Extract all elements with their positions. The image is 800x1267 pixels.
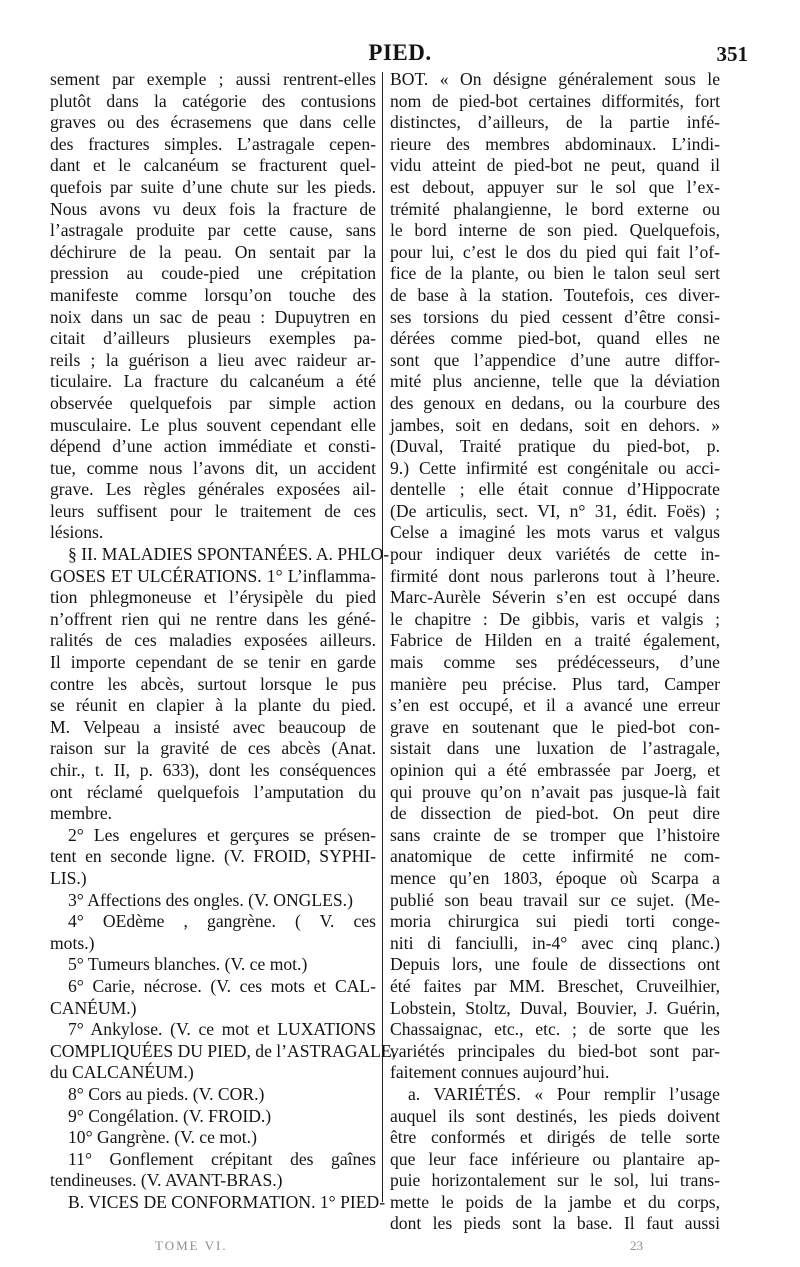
- text-line: de dissection de pied-bot. On peut dire: [390, 803, 720, 824]
- text-line: publié son beau travail sur ce sujet. (Me-: [390, 889, 720, 910]
- text-line: sistait dans une luxation de l’astragale,: [390, 738, 720, 759]
- text-line: être conformés et dirigés de telle sorte: [390, 1127, 720, 1148]
- text-line: ses torsions du pied cessent d’être consi-: [390, 306, 720, 327]
- text-line: faitement connues aujourd’hui.: [390, 1062, 610, 1083]
- text-line: l’astragale produite par cette cause, sans: [50, 220, 376, 241]
- text-line: trémité phalangienne, le bord externe ou: [390, 198, 720, 219]
- text-line: mette le poids de la jambe et du corps,: [390, 1191, 720, 1212]
- running-title: PIED.: [368, 40, 432, 65]
- text-line: reils ; la guérison a lieu avec raideur ar-: [50, 349, 376, 370]
- text-line: s’en est occupé, et il a avancé une erreur: [390, 695, 720, 716]
- running-head: [0, 40, 800, 68]
- text-line: observée quelquefois par simple action: [50, 392, 376, 413]
- list-item-line: 7° Ankylose. (V. ce mot et LUXATIONS: [68, 1019, 376, 1040]
- text-line: (De articulis, sect. VI, n° 31, édit. Foës) ;: [390, 500, 720, 521]
- text-line: déchirure de la peau. On sentait par la: [50, 241, 376, 262]
- text-line: moria chirurgica sui piedi torti conge-: [390, 911, 720, 932]
- text-line: graves ou des écrasemens que dans celle: [50, 112, 376, 133]
- text-line: dont les pieds sont la base. Il faut aussi: [390, 1213, 720, 1234]
- list-item-line: 8° Cors au pieds. (V. COR.): [68, 1083, 265, 1104]
- text-line: variétés principales du bied-bot sont par-: [390, 1040, 720, 1061]
- list-item-line: 5° Tumeurs blanches. (V. ce mot.): [68, 954, 308, 975]
- text-line: du CALCANÉUM.): [50, 1062, 194, 1083]
- text-line: leurs suffisent pour le traitement de ces: [50, 500, 376, 521]
- section-heading-line: a. VARIÉTÉS. « Pour remplir l’usage: [408, 1083, 720, 1104]
- text-line: vidu atteint de pied-bot ne peut, quand il: [390, 155, 720, 176]
- text-line: quefois par suite d’une chute sur les pieds.: [50, 176, 376, 197]
- text-line: ticulaire. La fracture du calcanéum a été: [50, 371, 376, 392]
- text-line: est debout, appuyer sur le sol que l’ex-: [390, 176, 720, 197]
- text-line: M. Velpeau a insisté avec beaucoup de: [50, 716, 376, 737]
- text-line: des genoux en dedans, ou la courbure des: [390, 392, 720, 413]
- text-line: été faites par MM. Breschet, Cruveilhier,: [390, 975, 720, 996]
- text-line: CANÉUM.): [50, 997, 137, 1018]
- signature-mark: 23: [630, 1238, 643, 1253]
- text-line: opinion qui a été embrassée par Joerg, et: [390, 760, 720, 780]
- text-line: pour lui, c’est le dos du pied qui fait l’of-: [390, 241, 720, 262]
- text-line: mence qu’en 1803, époque où Scarpa a: [390, 867, 720, 888]
- text-line: mais comme ses prédécesseurs, d’une: [390, 652, 720, 673]
- text-line: le bord interne de son pied. Quelquefois,: [390, 220, 720, 241]
- text-line: se réunit en clapier à la plante du pied.: [50, 695, 376, 716]
- list-item-line: 3° Affections des ongles. (V. ONGLES.): [68, 889, 353, 910]
- text-line: dérées comme pied-bot, quand elles ne: [390, 328, 720, 349]
- list-item-line: 4° OEdème , gangrène. ( V. ces: [68, 911, 376, 932]
- text-line: musculaire. Le plus souvent cependant elle: [50, 414, 376, 435]
- volume-label: TOME VI.: [155, 1238, 228, 1253]
- text-line: 9.) Cette infirmité est congénitale ou acci-: [390, 457, 720, 478]
- text-line: Marc-Aurèle Séverin s’en est occupé dans: [390, 587, 720, 608]
- text-line: pression au coude-pied une crépitation: [50, 263, 376, 284]
- text-line: anatomique de cette infirmité ne com-: [390, 846, 720, 867]
- list-item-line: 11° Gonflement crépitant des gaînes: [68, 1148, 376, 1169]
- text-line: dépend d’une action immédiate et consti-: [50, 436, 376, 457]
- text-line: tent en seconde ligne. (V. FROID, SYPHI-: [50, 846, 376, 867]
- text-line: le chapitre : De gibbis, varis et valgis ;: [390, 608, 720, 629]
- text-line: sement par exemple ; aussi rentrent-elles: [50, 69, 376, 89]
- text-line: grave en soutenant que le pied-bot con-: [390, 716, 720, 737]
- text-line: sans crainte de se tromper que l’histoire: [390, 824, 720, 845]
- text-line: (Duval, Traité pratique du pied-bot, p.: [390, 436, 720, 457]
- text-line: Nous avons vu deux fois la fracture de: [50, 198, 376, 219]
- text-line: citait d’ailleurs plusieurs exemples pa-: [50, 328, 376, 349]
- text-line: Il importe cependant de se tenir en garde: [50, 652, 376, 673]
- text-line: contre les abcès, surtout lorsque le pus: [50, 673, 376, 694]
- text-line: n’offrent rien qui ne rentre dans les géné-: [50, 608, 376, 629]
- text-line: grave. Les règles générales exposées ail-: [50, 479, 376, 500]
- text-line: manifeste comme lorsqu’on touche des: [50, 284, 376, 305]
- text-line: jambes, soit en dedans, soit en dehors. »: [390, 414, 720, 435]
- text-line: niti di fanciulli, in-4° avec cinq planc.): [390, 932, 720, 953]
- text-line: mité plus ancienne, telle que la déviation: [390, 371, 720, 392]
- text-line: BOT. « On désigne généralement sous le: [390, 69, 720, 89]
- column-divider: [382, 72, 383, 1202]
- right-column: [390, 69, 720, 1235]
- text-line: Lobstein, Stoltz, Duval, Bouvier, J. Guérin,: [390, 997, 720, 1018]
- text-line: de base à la station. Toutefois, ces diver-: [390, 284, 720, 305]
- text-line: sont que l’appendice d’une autre diffor-: [390, 349, 720, 370]
- text-line: pour indiquer deux variétés de cette in-: [390, 544, 720, 565]
- text-line: Celse a imaginé les mots varus et valgus: [390, 522, 720, 543]
- text-line: distinctes, d’ailleurs, de la partie infé-: [390, 112, 720, 133]
- text-line: dant et le calcanéum se fracturent quel-: [50, 155, 376, 176]
- list-item-line: 9° Congélation. (V. FROID.): [68, 1105, 272, 1126]
- text-line: membre.: [50, 803, 113, 824]
- text-line: Chassaignac, etc., etc. ; de sorte que les: [390, 1019, 720, 1040]
- text-line: des fractures simples. L’astragale cepen-: [50, 133, 376, 154]
- text-line: qui prouve qu’on n’avait pas jusque-là fait: [390, 781, 720, 802]
- text-line: tendineuses. (V. AVANT-BRAS.): [50, 1170, 283, 1191]
- text-line: nom de pied-bot certaines difformités, fort: [390, 90, 720, 111]
- text-line: tion phlegmoneuse et l’érysipèle du pied: [50, 587, 376, 608]
- list-item-line: 10° Gangrène. (V. ce mot.): [68, 1127, 257, 1148]
- text-line: tue, comme nous l’avons dit, un accident: [50, 457, 376, 478]
- list-item-line: 2° Les engelures et gerçures se présen-: [68, 824, 376, 845]
- section-heading-line: B. VICES DE CONFORMATION. 1° PIED-: [68, 1191, 386, 1212]
- text-line: chir., t. II, p. 633), dont les conséquences: [50, 760, 376, 780]
- text-line: plutôt dans la catégorie des contusions: [50, 90, 376, 111]
- text-line: noix dans un sac de peau : Dupuytren en: [50, 306, 376, 327]
- text-line: LIS.): [50, 867, 87, 888]
- left-column: [50, 69, 396, 1213]
- text-line: puie horizontalement sur le sol, lui trans-: [390, 1170, 720, 1191]
- text-line: auquel ils sont destinés, les pieds doivent: [390, 1105, 720, 1126]
- text-line: Fabrice de Hilden en a traité également,: [390, 630, 720, 651]
- text-line: ont réclamé quelquefois l’amputation du: [50, 781, 376, 802]
- text-line: mots.): [50, 932, 95, 953]
- text-line: lésions.: [50, 522, 104, 543]
- text-line: GOSES ET ULCÉRATIONS. 1° L’inflamma-: [50, 565, 376, 586]
- page-number: 351: [716, 42, 748, 66]
- text-line: ralités de ces maladies exposées ailleurs.: [50, 630, 376, 651]
- text-line: dentelle ; elle était connue d’Hippocrate: [390, 479, 720, 500]
- text-line: Depuis lors, une foule de dissections ont: [390, 954, 720, 975]
- text-line: manière peu précise. Plus tard, Camper: [390, 673, 720, 694]
- text-line: raison sur la gravité de ces abcès (Anat.: [50, 738, 376, 759]
- text-line: fice de la plante, ou bien le talon seul sert: [390, 263, 720, 284]
- text-line: firmité dont nous parlerons tout à l’heure.: [390, 565, 720, 586]
- page-footer: [0, 1238, 800, 1260]
- text-line: COMPLIQUÉES DU PIED, de l’ASTRAGALE,: [50, 1040, 396, 1061]
- section-heading-line: § II. MALADIES SPONTANÉES. A. PHLO-: [68, 544, 390, 565]
- text-line: rieure des membres abdominaux. L’indi-: [390, 133, 720, 154]
- list-item-line: 6° Carie, nécrose. (V. ces mots et CAL-: [68, 975, 376, 996]
- text-line: que leur face inférieure ou plantaire ap-: [390, 1148, 720, 1169]
